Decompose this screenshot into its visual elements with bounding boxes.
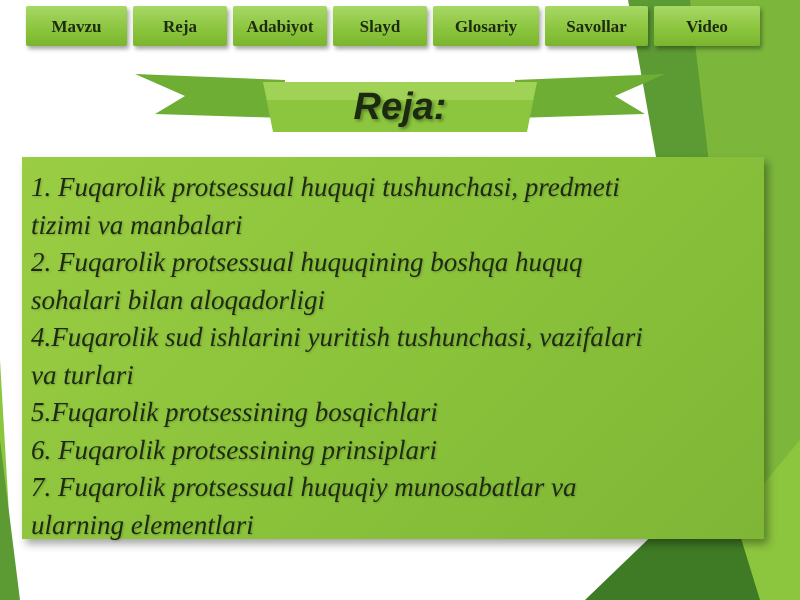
plan-line: 6. Fuqarolik protsessining prinsiplari [31,434,438,465]
plan-line: tizimi va manbalari [31,209,243,240]
top-navigation [0,6,800,48]
nav-button-adabiyot[interactable]: Adabiyot [233,6,327,46]
nav-button-savollar[interactable]: Savollar [545,6,648,46]
plan-line: ularning elementlari [31,509,254,540]
plan-line: 4.Fuqarolik sud ishlarini yuritish tushunchasi, vazifalari [31,322,643,352]
nav-button-slayd[interactable]: Slayd [333,6,427,46]
nav-button-glosariy[interactable]: Glosariy [433,6,539,46]
plan-line: 2. Fuqarolik protsessual huquqining boshqa huquq [31,247,583,277]
nav-button-reja[interactable]: Reja [133,6,227,46]
nav-button-mavzu[interactable]: Mavzu [26,6,127,46]
plan-line: sohalari bilan aloqadorligi [31,284,326,315]
plan-line: 5.Fuqarolik protsessining bosqichlari [31,397,438,427]
nav-button-video[interactable]: Video [654,6,760,46]
plan-line: 7. Fuqarolik protsessual huquqiy munosabatlar va [31,472,577,502]
left-stripe-dark [0,440,20,600]
plan-line: 1. Fuqarolik protsessual huquqi tushunchasi, predmeti [31,172,620,202]
plan-panel [22,157,764,539]
page-title: Reja: [353,86,447,128]
plan-line: va turlari [31,359,134,390]
